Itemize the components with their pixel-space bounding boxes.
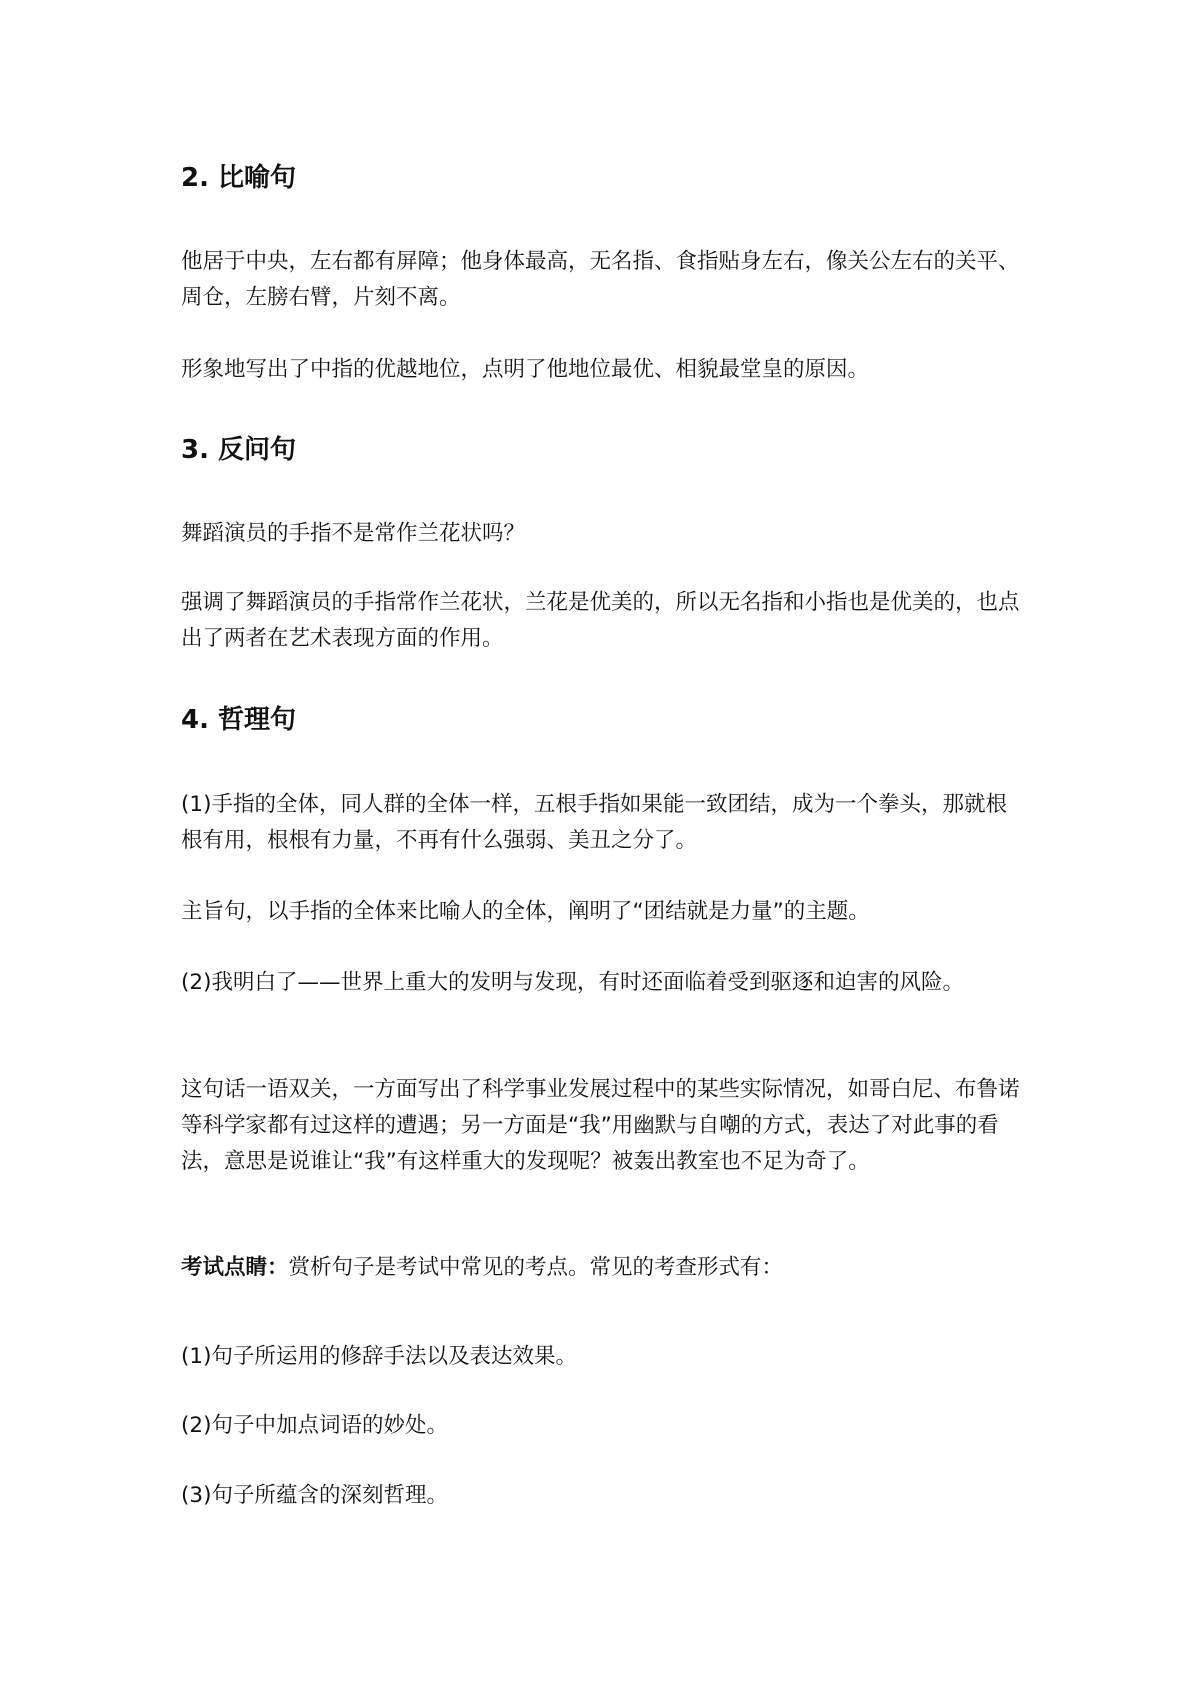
philosophy-analysis-1: 主旨句，以手指的全体来比喻人的全体，阐明了“团结就是力量”的主题。 [181, 899, 870, 924]
metaphor-quote: 他居于中央，左右都有屏障；他身体最高，无名指、食指贴身左右，像关公左右的关平、周仓，左膀右臂，片刻不离。 [181, 249, 1020, 310]
exam-tips-label: 考试点睛： [181, 1255, 289, 1280]
section-heading-metaphor: 2. 比喻句 [181, 163, 297, 193]
exam-tips [181, 1250, 1021, 1286]
exam-tips-item-1: (1)句子所运用的修辞手法以及表达效果。 [181, 1344, 577, 1369]
section-heading-rhetorical-question: 3. 反问句 [181, 435, 297, 465]
rhetorical-question-quote: 舞蹈演员的手指不是常作兰花状吗？ [181, 521, 526, 546]
philosophy-quote-2: (2)我明白了——世界上重大的发明与发现，有时还面临着受到驱逐和迫害的风险。 [181, 970, 964, 995]
section-heading-philosophy: 4. 哲理句 [181, 705, 297, 735]
philosophy-analysis-2: 这句话一语双关，一方面写出了科学事业发展过程中的某些实际情况，如哥白尼、布鲁诺等科学家都有过这样的遭遇；另一方面是“我”用幽默与自嘲的方式，表达了对此事的看法，意思是说谁让“我”有这样重大的发现呢？被轰出教室也不足为奇了。 [181, 1077, 1020, 1174]
rhetorical-question-analysis: 强调了舞蹈演员的手指常作兰花状，兰花是优美的，所以无名指和小指也是优美的，也点出了两者在艺术表现方面的作用。 [181, 590, 1020, 651]
exam-tips-item-2: (2)句子中加点词语的妙处。 [181, 1413, 448, 1438]
philosophy-quote-1: (1)手指的全体，同人群的全体一样，五根手指如果能一致团结，成为一个拳头，那就根根有用，根根有力量，不再有什么强弱、美丑之分了。 [181, 792, 1007, 853]
exam-tips-item-3: (3)句子所蕴含的深刻哲理。 [181, 1483, 448, 1508]
metaphor-analysis: 形象地写出了中指的优越地位，点明了他地位最优、相貌最堂皇的原因。 [181, 357, 870, 382]
exam-tips-intro: 赏析句子是考试中常见的考点。常见的考查形式有： [288, 1255, 784, 1280]
